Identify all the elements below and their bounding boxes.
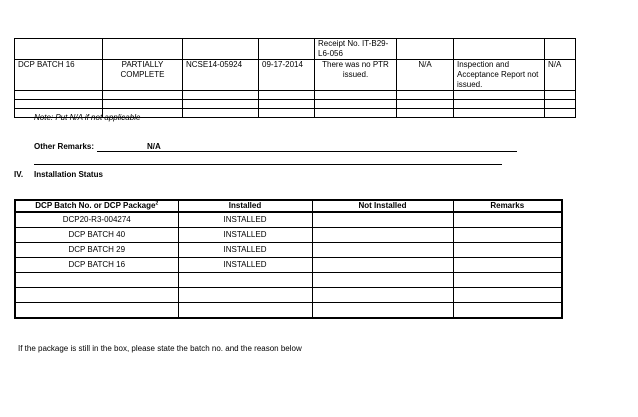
table-cell	[312, 212, 453, 228]
section-number: IV.	[14, 170, 24, 179]
table-cell: DCP BATCH 16	[15, 258, 178, 273]
table-cell	[259, 39, 315, 60]
delivery-table	[14, 38, 576, 118]
remarks-underline	[97, 151, 517, 152]
table-cell	[103, 39, 183, 60]
table-cell: DCP BATCH 16	[15, 60, 103, 91]
column-header: Not Installed	[312, 200, 453, 212]
table-cell: There was no PTR issued.	[315, 60, 397, 91]
table-header-row	[15, 200, 562, 212]
table-cell	[312, 288, 453, 303]
table-cell	[453, 228, 562, 243]
remarks-underline	[34, 164, 502, 165]
column-header: Remarks	[453, 200, 562, 212]
table-cell	[15, 288, 178, 303]
table-cell	[454, 39, 545, 60]
section-title: Installation Status	[34, 170, 103, 179]
table-row	[15, 228, 562, 243]
table-cell	[453, 303, 562, 319]
table-cell	[15, 39, 103, 60]
table-cell: INSTALLED	[178, 243, 312, 258]
table-cell: Receipt No. IT-B29-L6-056	[315, 39, 397, 60]
table-cell: Inspection and Acceptance Report not issued.	[454, 60, 545, 91]
table-row	[15, 39, 576, 60]
table-cell	[397, 39, 454, 60]
table-cell: PARTIALLY COMPLETE	[103, 60, 183, 91]
table-cell: DCP BATCH 29	[15, 243, 178, 258]
table-cell	[183, 39, 259, 60]
table-cell: NCSE14-05924	[183, 60, 259, 91]
table-cell	[453, 243, 562, 258]
table-cell	[545, 39, 576, 60]
table-cell: N/A	[545, 60, 576, 91]
table-cell	[312, 273, 453, 288]
table-cell: INSTALLED	[178, 258, 312, 273]
table-cell	[178, 288, 312, 303]
table-row	[15, 60, 576, 91]
table-cell	[453, 258, 562, 273]
table-row	[15, 91, 576, 100]
column-header: DCP Batch No. or DCP Package$^2$	[15, 200, 178, 212]
table-cell	[312, 258, 453, 273]
table-cell	[178, 303, 312, 319]
table-cell: DCP20-R3-004274	[15, 212, 178, 228]
table-row	[15, 100, 576, 109]
table-cell	[15, 273, 178, 288]
table-row	[15, 288, 562, 303]
note-text: Note: Put N/A if not applicable	[34, 113, 141, 122]
column-header: Installed	[178, 200, 312, 212]
table-row	[15, 273, 562, 288]
table-cell	[312, 303, 453, 319]
table-row	[15, 212, 562, 228]
table-cell	[453, 273, 562, 288]
table-cell: INSTALLED	[178, 228, 312, 243]
table-cell	[178, 273, 312, 288]
table-cell	[453, 288, 562, 303]
other-remarks-label: Other Remarks:	[34, 142, 95, 151]
table-cell: INSTALLED	[178, 212, 312, 228]
table-cell	[312, 243, 453, 258]
table-row	[15, 258, 562, 273]
table-cell: DCP BATCH 40	[15, 228, 178, 243]
table-cell	[15, 303, 178, 319]
footer-instruction: If the package is still in the box, please state the batch no. and the reason below	[18, 344, 302, 353]
table-row	[15, 243, 562, 258]
section-heading	[14, 170, 103, 179]
table-cell: N/A	[397, 60, 454, 91]
installation-status-table	[14, 199, 563, 319]
other-remarks-value: N/A	[147, 142, 161, 151]
table-cell: 09-17-2014	[259, 60, 315, 91]
table-cell	[312, 228, 453, 243]
table-cell	[453, 212, 562, 228]
table-row	[15, 303, 562, 319]
